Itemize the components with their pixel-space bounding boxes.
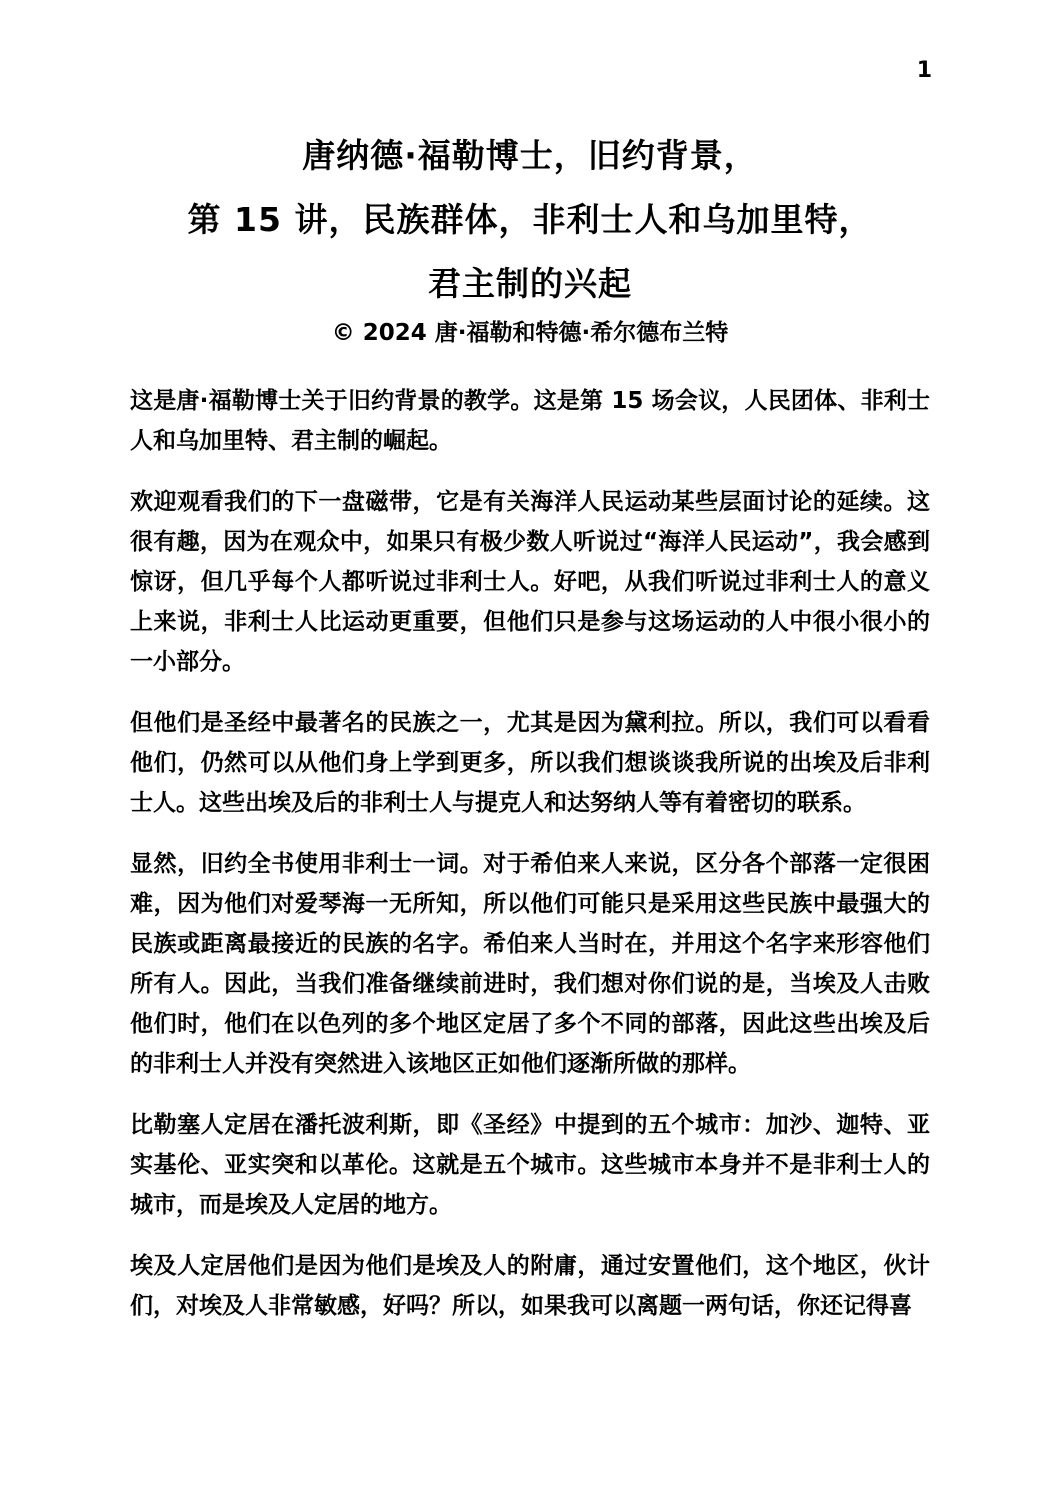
paragraph-famous-people: 但他们是圣经中最著名的民族之一，尤其是因为黛利拉。所以，我们可以看看他们，仍然可以从他们身上学到更多，所以我们想谈谈我所说的出埃及后非利士人。这些出埃及后的非利士人与提克人和达努纳人等有着密切的联系。 <box>130 710 930 816</box>
paragraph-philistine-term: 显然，旧约全书使用非利士一词。对于希伯来人来说，区分各个部落一定很困难，因为他们对爱琴海一无所知，所以他们可能只是采用这些民族中最强大的民族或距离最接近的民族的名字。希伯来人当时在，并用这个名字来形容他们所有人。因此，当我们准备继续前进时，我们想对你们说的是，当埃及人击败他们时，他们在以色列的多个地区定居了多个不同的部落，因此这些出埃及后的非利士人并没有突然进入该地区正如他们逐渐所做的那样。 <box>130 851 930 1077</box>
document-title <box>130 0 930 316</box>
page-number: 1 <box>916 58 932 83</box>
title-line-2: 第 15 讲，民族群体，非利士人和乌加里特， <box>187 200 873 239</box>
title-line-3: 君主制的兴起 <box>428 264 632 303</box>
document-body <box>130 381 930 1326</box>
paragraph-welcome: 欢迎观看我们的下一盘磁带，它是有关海洋人民运动某些层面讨论的延续。这很有趣，因为在观众中，如果只有极少数人听说过“海洋人民运动”，我会感到惊讶，但几乎每个人都听说过非利士人。好吧，从我们听说过非利士人的意义上来说，非利士人比运动更重要，但他们只是参与这场运动的人中很小很小的一小部分。 <box>130 489 930 675</box>
paragraph-egyptian-vassals: 埃及人定居他们是因为他们是埃及人的附庸，通过安置他们，这个地区，伙计们，对埃及人非常敏感，好吗？所以，如果我可以离题一两句话，你还记得喜 <box>130 1253 930 1319</box>
paragraph-pentapolis: 比勒塞人定居在潘托波利斯，即《圣经》中提到的五个城市：加沙、迦特、亚实基伦、亚实突和以革伦。这就是五个城市。这些城市本身并不是非利士人的城市，而是埃及人定居的地方。 <box>130 1112 930 1218</box>
copyright-line: © 2024 唐·福勒和特德·希尔德布兰特 <box>331 320 729 346</box>
title-line-1: 唐纳德·福勒博士，旧约背景， <box>302 136 758 175</box>
paragraph-intro: 这是唐·福勒博士关于旧约背景的教学。这是第 15 场会议，人民团体、非利士人和乌加里特、君主制的崛起。 <box>130 388 930 454</box>
